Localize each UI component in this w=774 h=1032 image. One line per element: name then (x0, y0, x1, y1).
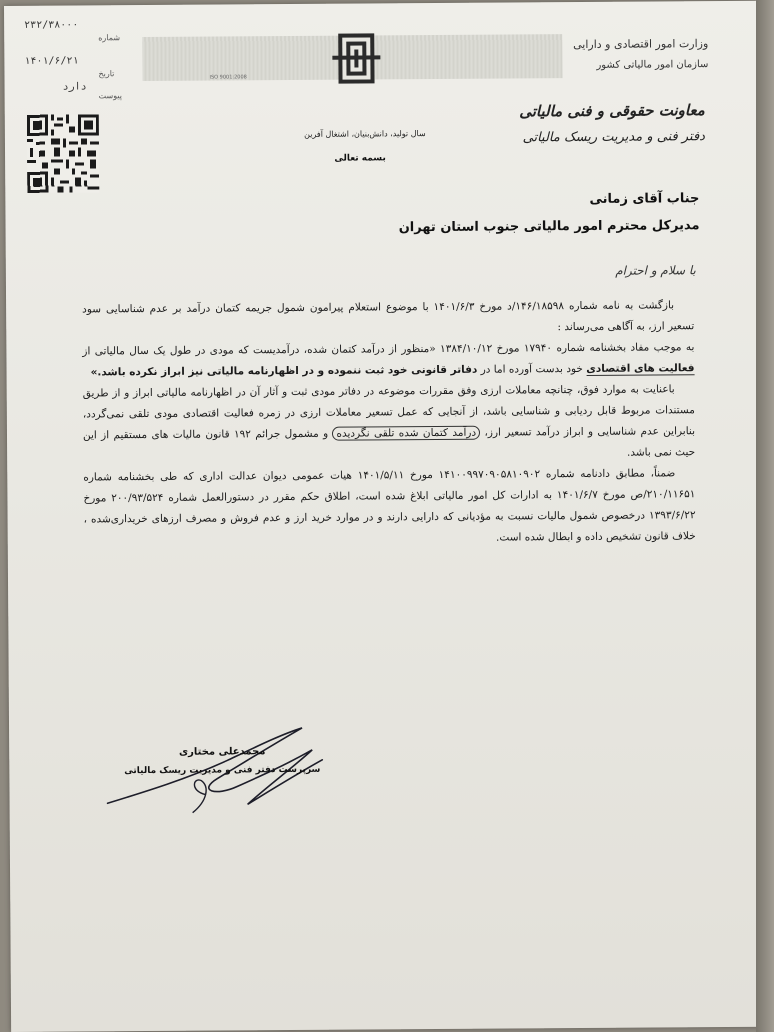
recipient-title: مدیرکل محترم امور مالیاتی جنوب استان تهران (398, 218, 700, 236)
body-paragraph-3-text-a: باعنایت به موارد فوق، چنانچه معاملات ارزی وفق مقررات موضوعه در دفاتر مودی ثبت و آثار آن در اظهارنامه مالیاتی ابراز و از طریق مستندات مربوط قابل ردیابی و شناسایی باشد، از آنجایی که عمل تسعیر معاملات ارزی در زمره فعالیت اقتصادی مودی تلقی نمی‌گردد، بنابراین عدم شناسایی و ابراز درآمد تسعیر ارز، (82, 383, 696, 439)
letter-date: ۱۴۰۱/۶/۲۱ (24, 55, 79, 67)
year-slogan: سال تولید، دانش‌بنیان، اشتغال آفرین (304, 129, 426, 139)
department-header (485, 101, 705, 146)
body-paragraph-2-text-a: به موجب مفاد بخشنامه شماره ۱۷۹۴۰ مورخ ۱۳۸۴/۱۰/۱۲ «منظور از درآمد کتمان شده، درآمدیست که مودی در طول یک سال مالیاتی از (82, 341, 695, 358)
body-paragraph-2 (82, 337, 694, 383)
underlined-phrase: فعالیت های اقتصادی (586, 362, 695, 375)
body-paragraph-2-text-b: خود بدست آورده اما در (477, 362, 587, 376)
signature-block (117, 746, 327, 776)
ministry-header (508, 37, 708, 71)
basmala: بسمه تعالی (334, 153, 386, 164)
recipient-block (99, 191, 699, 237)
ministry-name: وزارت امور اقتصادی و دارایی (573, 37, 709, 52)
letter-page (4, 1, 773, 1032)
letter-body (82, 295, 696, 551)
recipient-name: جناب آقای زمانی (589, 191, 700, 207)
iso-certification: ISO 9001:2008 (209, 74, 247, 81)
letter-attachment: دارد (62, 81, 87, 93)
letter-date-label: تاریخ (98, 69, 115, 79)
office-name: دفتر فنی و مدیریت ریسک مالیاتی (522, 129, 705, 146)
letter-meta (24, 19, 123, 101)
letter-number: ۲۳۲/۳۸۰۰۰ (24, 19, 79, 31)
body-paragraph-3 (83, 379, 696, 467)
body-paragraph-3-text-b: و مشمول جرائم ۱۹۲ قانون مالیات های مستقیم از این حیث نمی باشد. (82, 427, 696, 459)
letter-attachment-label: پیوست (98, 91, 123, 101)
qr-code-icon (27, 113, 100, 194)
greeting: با سلام و احترام (615, 263, 696, 278)
page-edge-shadow (756, 0, 774, 1032)
signatory-name: محمدعلی مختاری (178, 746, 266, 758)
letter-number-label: شماره (98, 33, 121, 43)
body-paragraph-1: بازگشت به نامه شماره ۱۴۶/۱۸۵۹۸/د مورخ ۱۴۰۱/۶/۳ با موضوع استعلام پیرامون شمول جریمه کتمان درآمد بر عدم شناسایی سود تسعیر ارز، به آگاهی می‌رساند : (82, 299, 695, 334)
bold-definition: دفاتر قانونی خود ثبت ننموده و در اظهارنامه مالیاتی نیز ابراز نکرده باشد.» (90, 363, 478, 379)
iran-tax-emblem-icon (326, 31, 386, 85)
organization-name: سازمان امور مالیاتی کشور (596, 59, 709, 71)
signatory-title: سرپرست دفتر فنی و مدیریت ریسک مالیاتی (124, 764, 321, 777)
body-paragraph-4: ضمناً، مطابق دادنامه شماره ۱۴۱۰۰۹۹۷۰۹۰۵۸۱۰۹۰۲ مورخ ۱۴۰۱/۵/۱۱ هیات عمومی دیوان عدالت اداری که طی بخشنامه شماره ۲۱۰/۱۱۶۵۱/ص مورخ ۱۴۰۱/۶/۷ به ادارات کل امور مالیاتی ابلاغ شده است، اطلاق حکم مقرر در دستورالعمل شماره ۲۰۰/۹۳/۵۲۴ مورخ ۱۳۹۳/۶/۲۲ درخصوص شمول مالیات نسبت به مؤدیانی که دارایی دارند و در موارد خرید ارز و عدم فروش و مصرف ارزهای خریداری‌شده ، خلاف قانون تشخیص داده و ابطال شده است. (83, 467, 696, 544)
circled-phrase: درآمد کتمان شده تلقی نگردیده (332, 426, 480, 441)
deputy-name: معاونت حقوقی و فنی مالیاتی (519, 101, 705, 121)
